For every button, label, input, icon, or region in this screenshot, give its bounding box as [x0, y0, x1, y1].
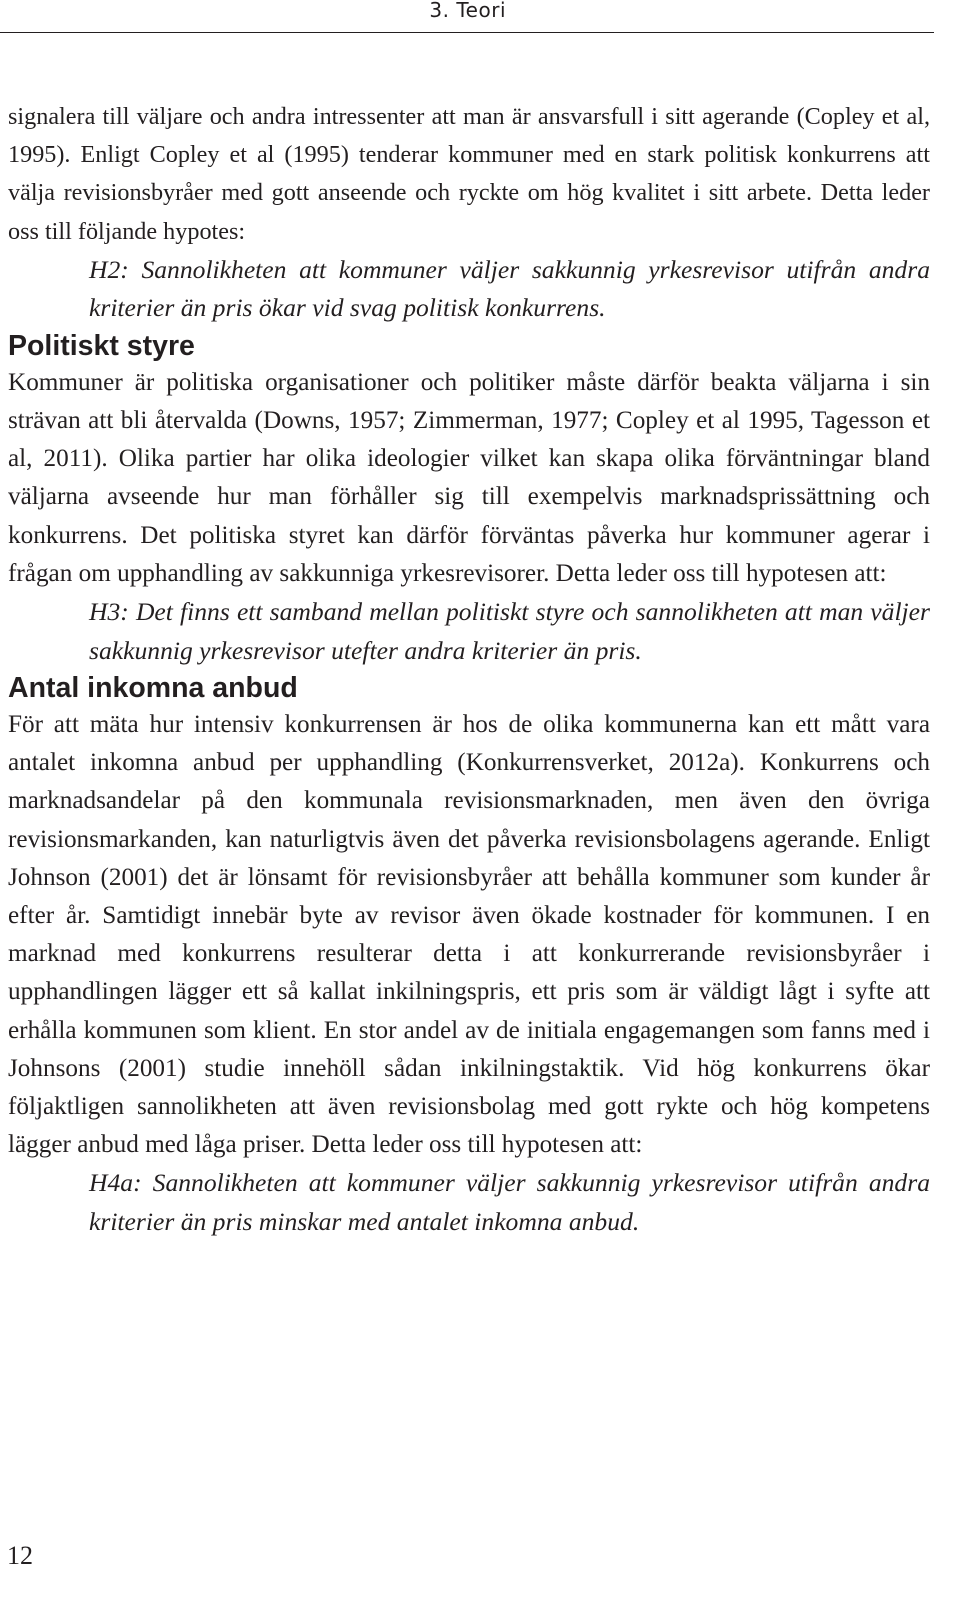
body-paragraph: Kommuner är politiska organisationer och politiker måste därför beakta väljarna i sin strävan att bli återvalda (Downs, 1957; Zimmerman, 1977; Copley et al 1995, Tagesson et al, 2011). Olika partier har olika ideologier vilket kan skapa olika förväntningar bland väljarna avseende hur man förhåller sig till exempelvis marknadsprissättning och konkurrens. Det politiska styret kan därför förväntas påverka hur kommuner agerar i frågan om upphandling av sakkunniga yrkesrevisorer. Detta leder oss till hypotesen att:	[8, 368, 930, 587]
hypothesis-h2: H2: Sannolikheten att kommuner väljer sakkunnig yrkesrevisor utifrån andra kriterier än pris ökar vid svag politisk konkurrens.	[89, 254, 930, 323]
body-paragraph: För att mäta hur intensiv konkurrensen är hos de olika kommunerna kan ett mått vara antalet inkomna anbud per upphandling (Konkurrensverket, 2012a). Konkurrens och marknadsandelar på den kommunala revisionsmarknaden, men även den övriga revisionsmarkanden, kan naturligtvis även det påverka revisionsbolagens agerande. Enligt Johnson (2001) det är lönsamt för revisionsbyråer att behålla kommuner som kunder år efter år. Samtidigt innebär byte av revisor även ökade kostnader för kommunen. I en marknad med konkurrens resulterar detta i att konkurrerande revisionsbyråer i upphandlingen lägger ett så kallat inkilningspris, ett pris som är väldigt lågt i syfte att erhålla kommunen som klient. En stor andel av de initiala engagemangen som fanns med i Johnsons (2001) studie innehöll sådan inkilningstaktik. Vid hög konkurrens ökar följaktligen sannolikheten att även revisionsbolag med gott rykte och hög kompetens lägger anbud med låga priser. Detta leder oss till hypotesen att:	[8, 711, 930, 1159]
chapter-title: 3. Teori	[429, 0, 506, 22]
hypothesis-h3: H3: Det finns ett samband mellan politiskt styre och sannolikheten att man väljer sakkunnig yrkesrevisor utefter andra kriterier än pris.	[89, 597, 930, 665]
body-paragraph: signalera till väljare och andra intressenter att man är ansvarsfull i sitt agerande (Copley et al, 1995). Enligt Copley et al (1995) tenderar kommuner med en stark politisk konkurrens att välja revisionsbyråer med gott anseende och ryckte om hög kvalitet i sitt arbete. Detta leder oss till följande hypotes:	[8, 103, 930, 245]
hypothesis-h4a: H4a: Sannolikheten att kommuner väljer sakkunnig yrkesrevisor utifrån andra kriterier än pris minskar med antalet inkomna anbud.	[89, 1168, 930, 1236]
section-heading: Politiskt styre	[8, 329, 195, 362]
running-header	[0, 0, 934, 33]
section-heading: Antal inkomna anbud	[8, 672, 298, 705]
page-content	[8, 98, 930, 1241]
page-number: 12	[7, 1541, 33, 1570]
